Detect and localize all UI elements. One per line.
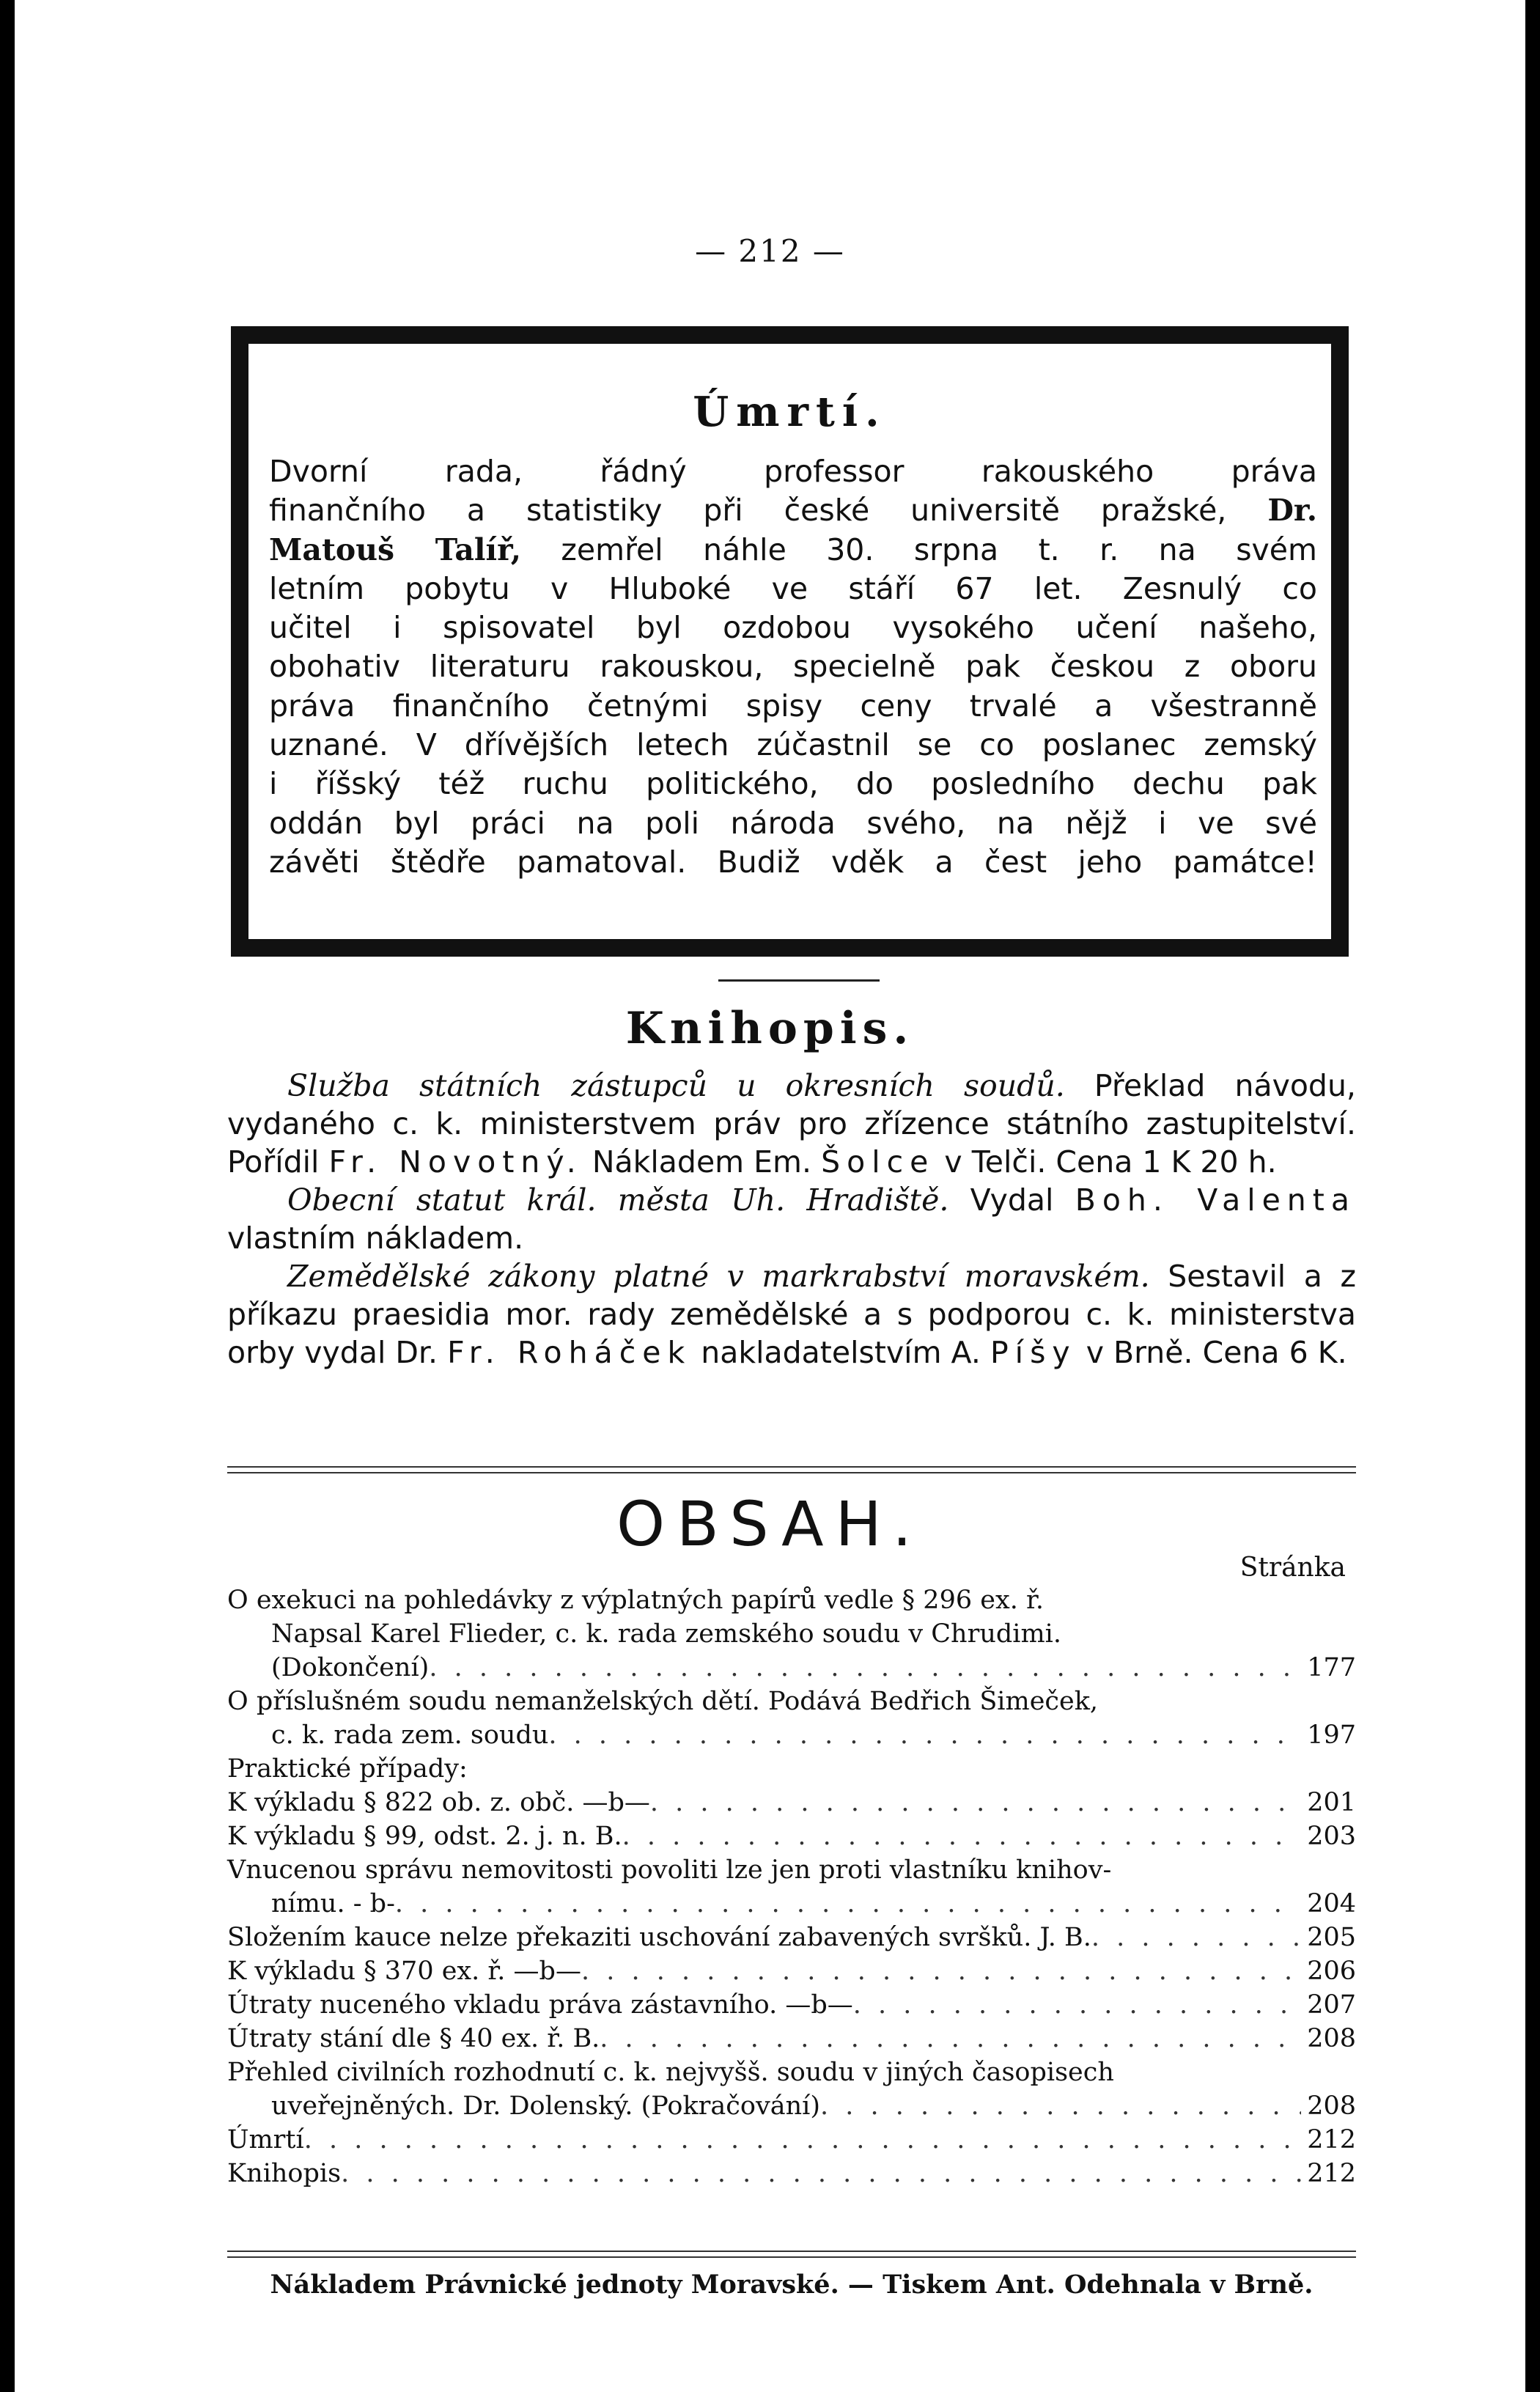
toc-entry: Úmrtí . . . 212	[227, 2123, 1356, 2157]
book-entry: Služba státních zástupců u okresních soudů. Překlad návodu, vydaného c. k. ministerstvem práv pro zřízence státního zastupitelství. Pořídil Fr. Novotný. Nákladem Em. Šolce v Telči. Cena 1 K 20 h.	[227, 1068, 1356, 1180]
obituary-line: učitel i spisovatel byl ozdobou vysokého učení našeho,	[269, 610, 1317, 646]
toc-page: 203	[1307, 1822, 1356, 1851]
obituary-name: Matouš Talíř,	[269, 531, 521, 567]
toc-page: 212	[1307, 2159, 1356, 2188]
toc-page: 208	[1307, 2091, 1356, 2121]
obituary-text	[269, 452, 1317, 882]
obituary-line: i říšský též ruchu politického, do posledního dechu pak	[269, 766, 1317, 802]
double-divider	[227, 2251, 1356, 2258]
toc-line: O příslušném soudu nemanželských dětí. Podává Bedřich Šimeček,	[227, 1687, 1099, 1716]
toc-entry: c. k. rada zem. soudu . . . 197	[227, 1718, 1356, 1752]
contents-title: OBSAH.	[616, 1488, 924, 1560]
book-title: Zemědělské zákony platné v markrabství moravském.	[287, 1259, 1150, 1294]
obituary-line: oddán byl práci na poli národa svého, na nějž i ve své	[269, 805, 1317, 841]
toc-page: 201	[1307, 1788, 1356, 1817]
knihopis-section	[227, 1067, 1356, 1372]
toc-page: 208	[1307, 2024, 1356, 2053]
page-number: — 212 —	[695, 233, 845, 269]
toc-entry: Útraty stání dle § 40 ex. ř. B. . . . 208	[227, 2022, 1356, 2056]
toc-entry: uveřejněných. Dr. Dolenský. (Pokračování) . . . 208	[227, 2089, 1356, 2123]
toc-entry: Složením kauce nelze překaziti uschování zabavených svršků. J. B. . . . 205	[227, 1921, 1356, 1954]
toc-page: 204	[1307, 1889, 1356, 1918]
obituary-title: Úmrtí.	[693, 388, 887, 436]
toc-line: Vnucenou správu nemovitosti povoliti lze jen proti vlastníku knihov-	[227, 1855, 1112, 1885]
toc-entry: K výkladu § 99, odst. 2. j. n. B. . . . 203	[227, 1819, 1356, 1853]
obituary-line: obohativ literaturu rakouskou, specielně pak českou z oboru	[269, 649, 1317, 685]
book-entry: Obecní statut král. města Uh. Hradiště. Vydal Boh. Valenta vlastním nákladem.	[227, 1182, 1356, 1256]
obituary-line: práva finančního četnými spisy ceny trvalé a všestranně	[269, 688, 1317, 724]
table-of-contents	[227, 1583, 1356, 2190]
book-title: Obecní statut král. města Uh. Hradiště.	[287, 1182, 949, 1218]
obituary-line: závěti štědře pamatoval. Budiž vděk a čest jeho památce!	[269, 844, 1317, 880]
footer-imprint: Nákladem Právnické jednoty Moravské. — Tiskem Ant. Odehnala v Brně.	[270, 2270, 1314, 2300]
page	[15, 0, 1525, 2392]
toc-entry: nímu. - b- . . . 204	[227, 1887, 1356, 1921]
divider	[718, 979, 880, 982]
obituary-line: Matouš Talíř, zemřel náhle 30. srpna t. r. na svém	[269, 531, 1317, 567]
obituary-line: uznané. V dřívějších letech zúčastnil se co poslanec zemský	[269, 727, 1317, 763]
toc-entry: K výkladu § 370 ex. ř. —b— . . . 206	[227, 1954, 1356, 1988]
obituary-box	[231, 326, 1349, 957]
book-entry: Zemědělské zákony platné v markrabství moravském. Sestavil a z příkazu praesidia mor. rady zemědělské a s podporou c. k. ministerstva orby vydal Dr. Fr. Roháček nakladatelstvím A. Píšy v Brně. Cena 6 K.	[227, 1259, 1356, 1370]
toc-page: 177	[1307, 1653, 1356, 1682]
toc-page: 207	[1307, 1990, 1356, 2020]
obituary-line: Dvorní rada, řádný professor rakouského práva	[269, 454, 1317, 489]
toc-entry: K výkladu § 822 ob. z. obč. —b— . . . 201	[227, 1786, 1356, 1819]
obituary-line: letním pobytu v Hluboké ve stáří 67 let. Zesnulý co	[269, 570, 1317, 606]
toc-page: 212	[1307, 2125, 1356, 2154]
knihopis-title: Knihopis.	[625, 1003, 915, 1054]
toc-line: O exekuci na pohledávky z výplatných papírů vedle § 296 ex. ř.	[227, 1586, 1044, 1615]
toc-entry: (Dokončení) . . . 177	[227, 1651, 1356, 1685]
toc-line: Napsal Karel Flieder, c. k. rada zemského soudu v Chrudimi.	[271, 1619, 1061, 1649]
book-title: Služba státních zástupců u okresních soudů.	[287, 1068, 1065, 1103]
obituary-line: finančního a statistiky při české universitě pražské, Dr.	[269, 493, 1317, 529]
toc-page: 197	[1307, 1721, 1356, 1750]
contents-page-heading: Stránka	[1239, 1553, 1346, 1583]
toc-line: Přehled civilních rozhodnutí c. k. nejvyšš. soudu v jiných časopisech	[227, 2058, 1114, 2087]
toc-line: Praktické případy:	[227, 1754, 468, 1784]
toc-entry: Útraty nuceného vkladu práva zástavního. —b— . . . 207	[227, 1988, 1356, 2022]
toc-page: 205	[1307, 1923, 1356, 1952]
toc-page: 206	[1307, 1957, 1356, 1986]
double-divider	[227, 1466, 1356, 1473]
toc-entry: Knihopis . . . 212	[227, 2157, 1356, 2190]
obituary-dr: Dr.	[1267, 493, 1317, 529]
